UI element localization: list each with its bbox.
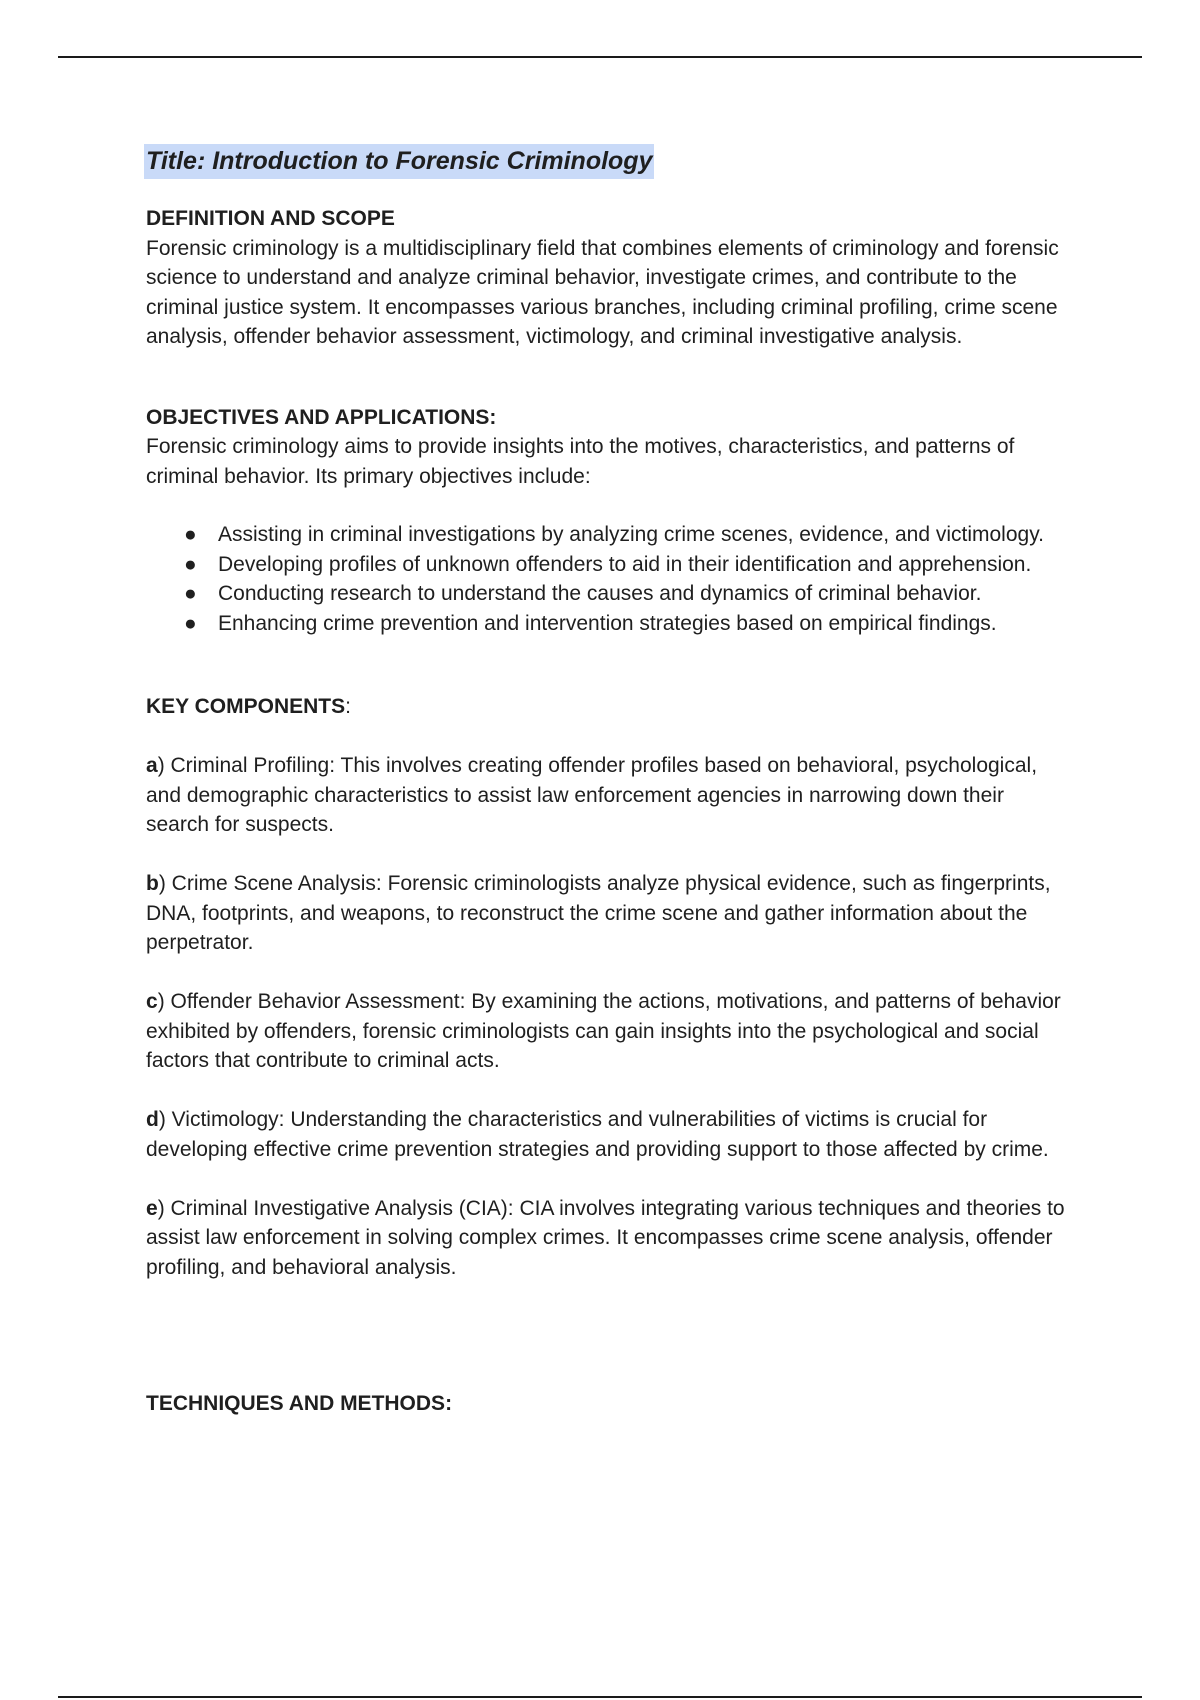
bullet-text: Conducting research to understand the causes and dynamics of criminal behavior. [218, 582, 982, 605]
document-body [146, 144, 1066, 1419]
component-item-d [146, 1105, 1066, 1164]
component-text: ) Offender Behavior Assessment: By examining the actions, motivations, and patterns of behavior exhibited by offenders, forensic criminologists can gain insights into the psychological and social factors that contribute to criminal acts. [146, 990, 1061, 1072]
title-highlight: Title: Introduction to Forensic Criminology [144, 144, 654, 179]
list-item [146, 609, 1066, 639]
component-text: ) Crime Scene Analysis: Forensic criminologists analyze physical evidence, such as fingerprints, DNA, footprints, and weapons, to reconstruct the crime scene and gather information about the perpetrator. [146, 872, 1051, 954]
bullet-text: Developing profiles of unknown offenders to aid in their identification and apprehension. [218, 552, 1032, 576]
objectives-paragraph: Forensic criminology aims to provide insights into the motives, characteristics, and patterns of criminal behavior. Its primary objectives include: [146, 435, 1015, 488]
bullet-icon: ● [184, 523, 197, 546]
list-item [146, 520, 1066, 550]
definition-paragraph: Forensic criminology is a multidisciplinary field that combines elements of criminology and forensic science to understand and analyze criminal behavior, investigate crimes, and contribute to the criminal justice system. It encompasses various branches, including criminal profiling, crime scene analysis, offender behavior assessment, victimology, and criminal investigative analysis. [146, 236, 1059, 348]
component-text: ) Criminal Profiling: This involves creating offender profiles based on behavioral, psychological, and demographic characteristics to assist law enforcement agencies in narrowing down their search for suspects. [146, 754, 1038, 836]
list-item [146, 550, 1066, 580]
component-text: ) Victimology: Understanding the characteristics and vulnerabilities of victims is crucial for developing effective crime prevention strategies and providing support to those affected by crime. [146, 1108, 1049, 1161]
component-letter: b [146, 872, 159, 895]
component-letter: a [146, 754, 158, 777]
list-item [146, 579, 1066, 609]
key-components-label: KEY COMPONENTS [146, 695, 346, 718]
objectives-bullet-list [146, 520, 1066, 638]
bullet-icon: ● [184, 582, 197, 605]
component-item-c [146, 987, 1066, 1076]
component-letter: c [146, 990, 158, 1013]
bullet-icon: ● [184, 552, 197, 576]
document-title [146, 144, 1066, 179]
bullet-text: Assisting in criminal investigations by analyzing crime scenes, evidence, and victimology. [218, 523, 1044, 546]
bottom-rule [58, 1696, 1142, 1698]
component-item-e [146, 1194, 1066, 1283]
bullet-icon: ● [184, 611, 197, 635]
heading-techniques-and-methods: TECHNIQUES AND METHODS: [146, 1392, 453, 1415]
key-components-colon: : [345, 695, 351, 718]
component-letter: e [146, 1196, 158, 1220]
top-rule [58, 56, 1142, 58]
component-letter: d [146, 1108, 159, 1131]
component-text: ) Criminal Investigative Analysis (CIA): CIA involves integrating various techniques and theories to assist law enforcement in solving complex crimes. It encompasses crime scene analysis, offender profiling, and behavioral analysis. [146, 1196, 1065, 1279]
heading-key-components [146, 692, 1066, 722]
bullet-text: Enhancing crime prevention and intervention strategies based on empirical findings. [218, 611, 997, 635]
heading-definition-and-scope: DEFINITION AND SCOPE [146, 207, 395, 230]
component-item-b [146, 869, 1066, 958]
heading-objectives-and-applications: OBJECTIVES AND APPLICATIONS: [146, 405, 497, 429]
component-item-a [146, 751, 1066, 840]
